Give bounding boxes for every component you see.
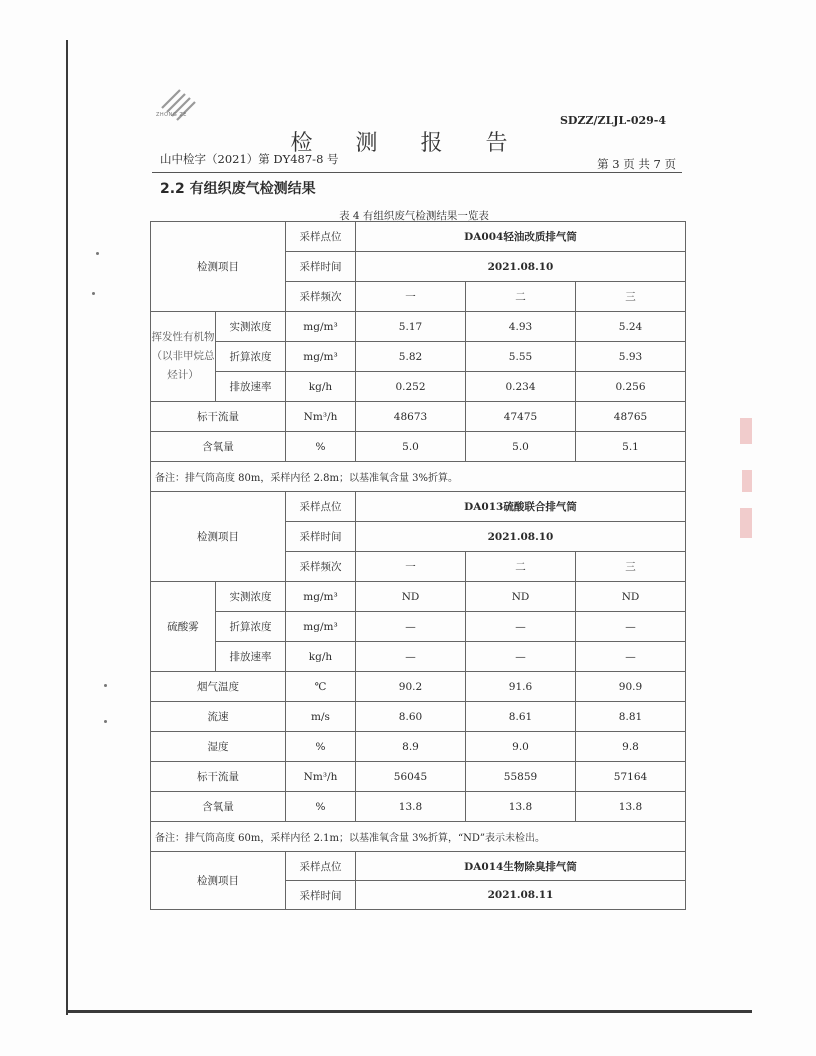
value-cell: 8.60 [356, 702, 466, 732]
value-cell: 5.93 [576, 342, 686, 372]
param-label: 流速 [151, 702, 286, 732]
value-cell: — [356, 612, 466, 642]
value-cell: 9.8 [576, 732, 686, 762]
value-cell: 13.8 [466, 792, 576, 822]
unit: mg/m³ [286, 582, 356, 612]
header-rule [152, 172, 682, 173]
param-label: 标干流量 [151, 402, 286, 432]
scan-speck [96, 252, 99, 255]
value-cell: 8.9 [356, 732, 466, 762]
unit: ℃ [286, 672, 356, 702]
time-label: 采样时间 [286, 522, 356, 552]
unit: % [286, 432, 356, 462]
param-label: 烟气温度 [151, 672, 286, 702]
table-note: 备注：排气筒高度 60m，采样内径 2.1m；以基准氧含量 3%折算，“ND”表示未检出。 [151, 822, 686, 852]
value-cell: 13.8 [356, 792, 466, 822]
pollutant-name: 挥发性有机物（以非甲烷总烃计） [151, 312, 216, 402]
value-cell: 91.6 [466, 672, 576, 702]
unit: kg/h [286, 372, 356, 402]
unit: mg/m³ [286, 612, 356, 642]
run-label: 三 [576, 282, 686, 312]
value-cell: 5.1 [576, 432, 686, 462]
scan-speck [104, 684, 107, 687]
unit: % [286, 732, 356, 762]
run-label: 三 [576, 552, 686, 582]
value-cell: 8.81 [576, 702, 686, 732]
run-label: 二 [466, 552, 576, 582]
item-header: 检测项目 [151, 852, 286, 910]
value-cell: — [466, 612, 576, 642]
unit: kg/h [286, 642, 356, 672]
metric-label: 实测浓度 [216, 582, 286, 612]
value-cell: 4.93 [466, 312, 576, 342]
item-header: 检测项目 [151, 222, 286, 312]
sampling-point: DA013硫酸联合排气筒 [356, 492, 686, 522]
report-number: 山中检字（2021）第 DY487-8 号 [160, 152, 339, 166]
metric-label: 排放速率 [216, 642, 286, 672]
param-label: 含氧量 [151, 792, 286, 822]
value-cell: ND [466, 582, 576, 612]
param-label: 湿度 [151, 732, 286, 762]
param-label: 标干流量 [151, 762, 286, 792]
value-cell: 0.256 [576, 372, 686, 402]
value-cell: 5.17 [356, 312, 466, 342]
unit: mg/m³ [286, 312, 356, 342]
section-title: 2.2 有组织废气检测结果 [160, 181, 316, 197]
run-label: 一 [356, 282, 466, 312]
scan-speck [92, 292, 95, 295]
report-title: 检 测 报 告 [290, 131, 526, 156]
sampling-point: DA014生物除臭排气筒 [356, 852, 686, 881]
table-caption: 表 4 有组织废气检测结果一览表 [339, 210, 489, 222]
logo-text: ZHONG ZE [156, 112, 187, 118]
value-cell: 5.0 [356, 432, 466, 462]
value-cell: 90.2 [356, 672, 466, 702]
stamp-fragment [740, 508, 752, 538]
table-note: 备注：排气筒高度 80m，采样内径 2.8m；以基准氧含量 3%折算。 [151, 462, 686, 492]
value-cell: — [466, 642, 576, 672]
value-cell: 55859 [466, 762, 576, 792]
scan-edge-left [66, 40, 68, 1015]
value-cell: ND [576, 582, 686, 612]
results-table-da013 [150, 491, 686, 852]
unit: Nm³/h [286, 762, 356, 792]
metric-label: 折算浓度 [216, 342, 286, 372]
page-number: 第 3 页 共 7 页 [597, 157, 676, 171]
pollutant-name: 硫酸雾 [151, 582, 216, 672]
point-label: 采样点位 [286, 852, 356, 881]
value-cell: 13.8 [576, 792, 686, 822]
value-cell: 5.82 [356, 342, 466, 372]
value-cell: 8.61 [466, 702, 576, 732]
value-cell: — [576, 612, 686, 642]
unit: Nm³/h [286, 402, 356, 432]
run-label: 二 [466, 282, 576, 312]
freq-label: 采样频次 [286, 552, 356, 582]
stamp-fragment [742, 470, 752, 492]
value-cell: 5.24 [576, 312, 686, 342]
time-label: 采样时间 [286, 252, 356, 282]
value-cell: 90.9 [576, 672, 686, 702]
value-cell: 0.252 [356, 372, 466, 402]
sampling-date: 2021.08.10 [356, 252, 686, 282]
metric-label: 折算浓度 [216, 612, 286, 642]
unit: % [286, 792, 356, 822]
run-label: 一 [356, 552, 466, 582]
results-table-da014 [150, 851, 686, 910]
point-label: 采样点位 [286, 222, 356, 252]
sampling-date: 2021.08.10 [356, 522, 686, 552]
freq-label: 采样频次 [286, 282, 356, 312]
value-cell: 5.0 [466, 432, 576, 462]
value-cell: 47475 [466, 402, 576, 432]
value-cell: 48673 [356, 402, 466, 432]
unit: m/s [286, 702, 356, 732]
scan-edge-bottom [66, 1010, 752, 1013]
metric-label: 排放速率 [216, 372, 286, 402]
scan-speck [104, 720, 107, 723]
unit: mg/m³ [286, 342, 356, 372]
metric-label: 实测浓度 [216, 312, 286, 342]
value-cell: ND [356, 582, 466, 612]
stamp-fragment [740, 418, 752, 444]
point-label: 采样点位 [286, 492, 356, 522]
company-logo-icon [156, 86, 200, 124]
item-header: 检测项目 [151, 492, 286, 582]
value-cell: 0.234 [466, 372, 576, 402]
value-cell: 57164 [576, 762, 686, 792]
value-cell: 48765 [576, 402, 686, 432]
sampling-point: DA004轻油改质排气筒 [356, 222, 686, 252]
results-table-da004 [150, 221, 686, 492]
value-cell: 56045 [356, 762, 466, 792]
value-cell: — [356, 642, 466, 672]
param-label: 含氧量 [151, 432, 286, 462]
time-label: 采样时间 [286, 881, 356, 910]
value-cell: 5.55 [466, 342, 576, 372]
value-cell: 9.0 [466, 732, 576, 762]
value-cell: — [576, 642, 686, 672]
document-code: SDZZ/ZLJL-029-4 [559, 114, 666, 127]
sampling-date: 2021.08.11 [356, 881, 686, 910]
